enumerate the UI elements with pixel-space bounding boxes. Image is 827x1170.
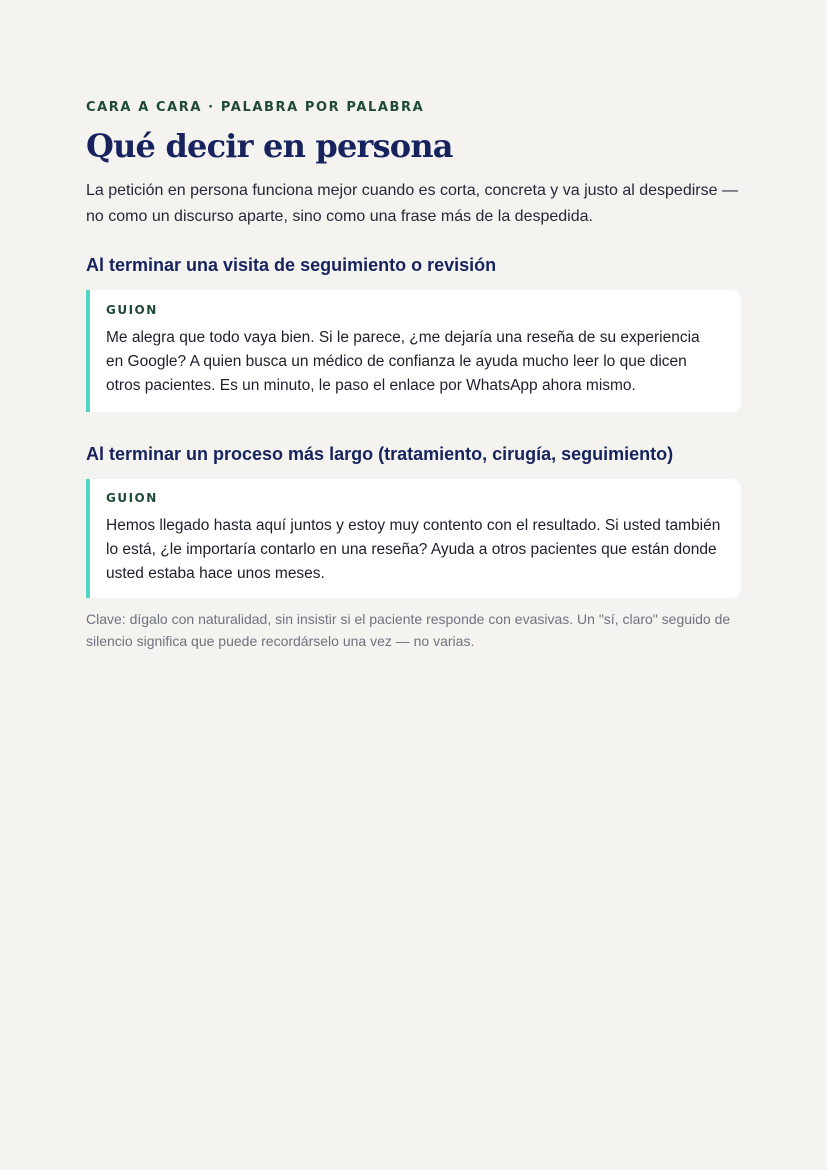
document-page — [86, 100, 741, 652]
key-tip-note: Clave: dígalo con naturalidad, sin insistir si el paciente responde con evasivas. Un "sí, claro" seguido de silencio significa que puede recordárselo una vez — no varias. — [86, 611, 731, 649]
script-text: Hemos llegado hasta aquí juntos y estoy muy contento con el resultado. Si usted también lo está, ¿le importaría contarlo en una reseña? Ayuda a otros pacientes que están donde usted estaba hace unos meses. — [106, 517, 721, 582]
script-card-follow-up — [86, 290, 741, 412]
script-card-label: GUION — [106, 303, 158, 317]
script-text: Me alegra que todo vaya bien. Si le parece, ¿me dejaría una reseña de su experiencia en Google? A quien busca un médico de confianza le ayuda mucho leer lo que dicen otros pacientes. Es un minuto, le paso el enlace por WhatsApp ahora mismo. — [106, 329, 700, 394]
page-title: Qué decir en persona — [86, 127, 453, 165]
section-heading-long-process: Al terminar un proceso más largo (tratamiento, cirugía, seguimiento) — [86, 444, 674, 464]
section-heading-follow-up: Al terminar una visita de seguimiento o revisión — [86, 255, 497, 275]
intro-paragraph: La petición en persona funciona mejor cuando es corta, concreta y va justo al despedirse — no como un discurso aparte, sino como una frase más de la despedida. — [86, 182, 738, 225]
eyebrow-label: CARA A CARA · PALABRA POR PALABRA — [86, 100, 425, 115]
script-card-long-process — [86, 479, 741, 598]
script-card-label: GUION — [106, 491, 158, 505]
